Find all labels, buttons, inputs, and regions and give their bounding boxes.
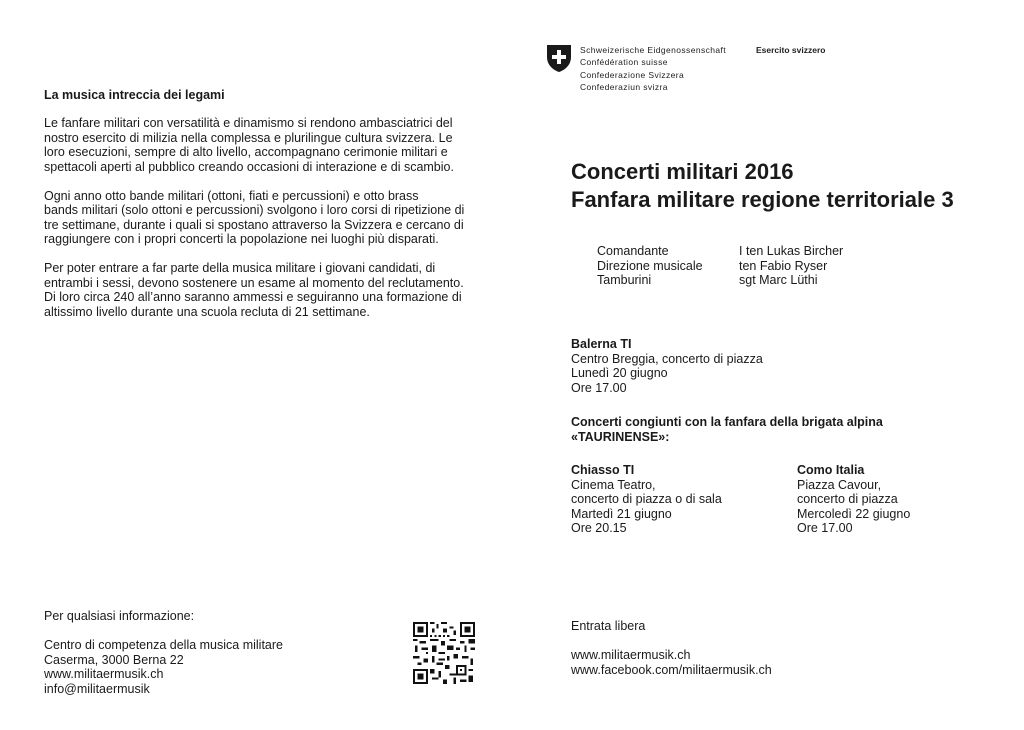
footer-right (571, 619, 772, 677)
concert-balerna: Balerna TI Centro Breggia, concerto di piazza Lunedì 20 giugno Ore 17.00 (571, 337, 763, 395)
staff-list (597, 244, 843, 288)
intro-text (44, 116, 484, 334)
paragraph: Le fanfare militari con versatilità e dinamismo si rendono ambasciatrici del nostro esercito di milizia nella complessa e plurilingue cultura svizzera. Le loro esecuzioni, sempre di alto livello, accompagnano cerimonie militari e spettacoli aperti al pubblico creando occasioni di interazione e di scambio. (44, 116, 454, 174)
contact-website-link[interactable]: www.militaermusik.ch (44, 667, 164, 681)
contact-line: Centro di competenza della musica militare (44, 638, 283, 652)
army-label: Esercito svizzero (756, 45, 826, 55)
paragraph: Per poter entrare a far parte della musica militare i giovani candidati, di entrambi i sessi, devono sostenere un esame al momento del reclutamento. Di loro circa 240 all’anno saranno ammessi e seguiranno una formazione di altissimo livello durante una scuola recluta di 21 settimane. (44, 261, 464, 319)
swiss-crest-icon (546, 44, 572, 73)
federation-names: Schweizerische Eidgenossenschaft Confédération suisse Confederazione Svizzera Confederaziun svizra (580, 45, 727, 92)
concert-chiasso: Chiasso TI Cinema Teatro, concerto di piazza o di sala Martedì 21 giugno Ore 20.15 (571, 463, 722, 535)
contact-line: Caserma, 3000 Berna 22 (44, 652, 184, 667)
qr-code-icon[interactable] (413, 622, 475, 684)
joint-concerts-heading: Concerti congiunti con la fanfara della brigata alpina «TAURINENSE»: (571, 415, 883, 444)
concert-como: Como Italia Piazza Cavour, concerto di piazza Mercoledì 22 giugno Ore 17.00 (797, 463, 911, 535)
website-link[interactable]: www.militaermusik.ch (571, 648, 691, 662)
section-title: La musica intreccia dei legami (44, 88, 225, 102)
paragraph: Ogni anno otto bande militari (ottoni, fiati e percussioni) e otto brass bands militari (solo ottoni e percussioni) svolgono i loro corsi di ripetizione di tre settimane, durante i quali si spostano attraverso la Svizzera e cercano di raggiungere con i propri concerti la popolazione nei luoghi più disparati. (44, 188, 465, 246)
contact-email-link[interactable]: info@militaermusik (44, 681, 150, 696)
concert-place: Chiasso TI (571, 463, 635, 477)
facebook-link[interactable]: www.facebook.com/militaermusik.ch (571, 662, 772, 677)
staff-row: Comandante I ten Lukas Bircher (597, 244, 844, 258)
concert-place: Balerna TI (571, 337, 632, 351)
concert-place: Como Italia (797, 463, 865, 477)
page-title: Concerti militari 2016 Fanfara militare regione territoriale 3 (571, 159, 954, 212)
staff-row: Tamburini sgt Marc Lüthi (597, 273, 818, 287)
contact-label: Per qualsiasi informazione: (44, 609, 195, 623)
staff-row: Direzione musicale ten Fabio Ryser (597, 258, 828, 273)
free-entry-label: Entrata libera (571, 619, 646, 633)
contact-info (44, 609, 283, 696)
